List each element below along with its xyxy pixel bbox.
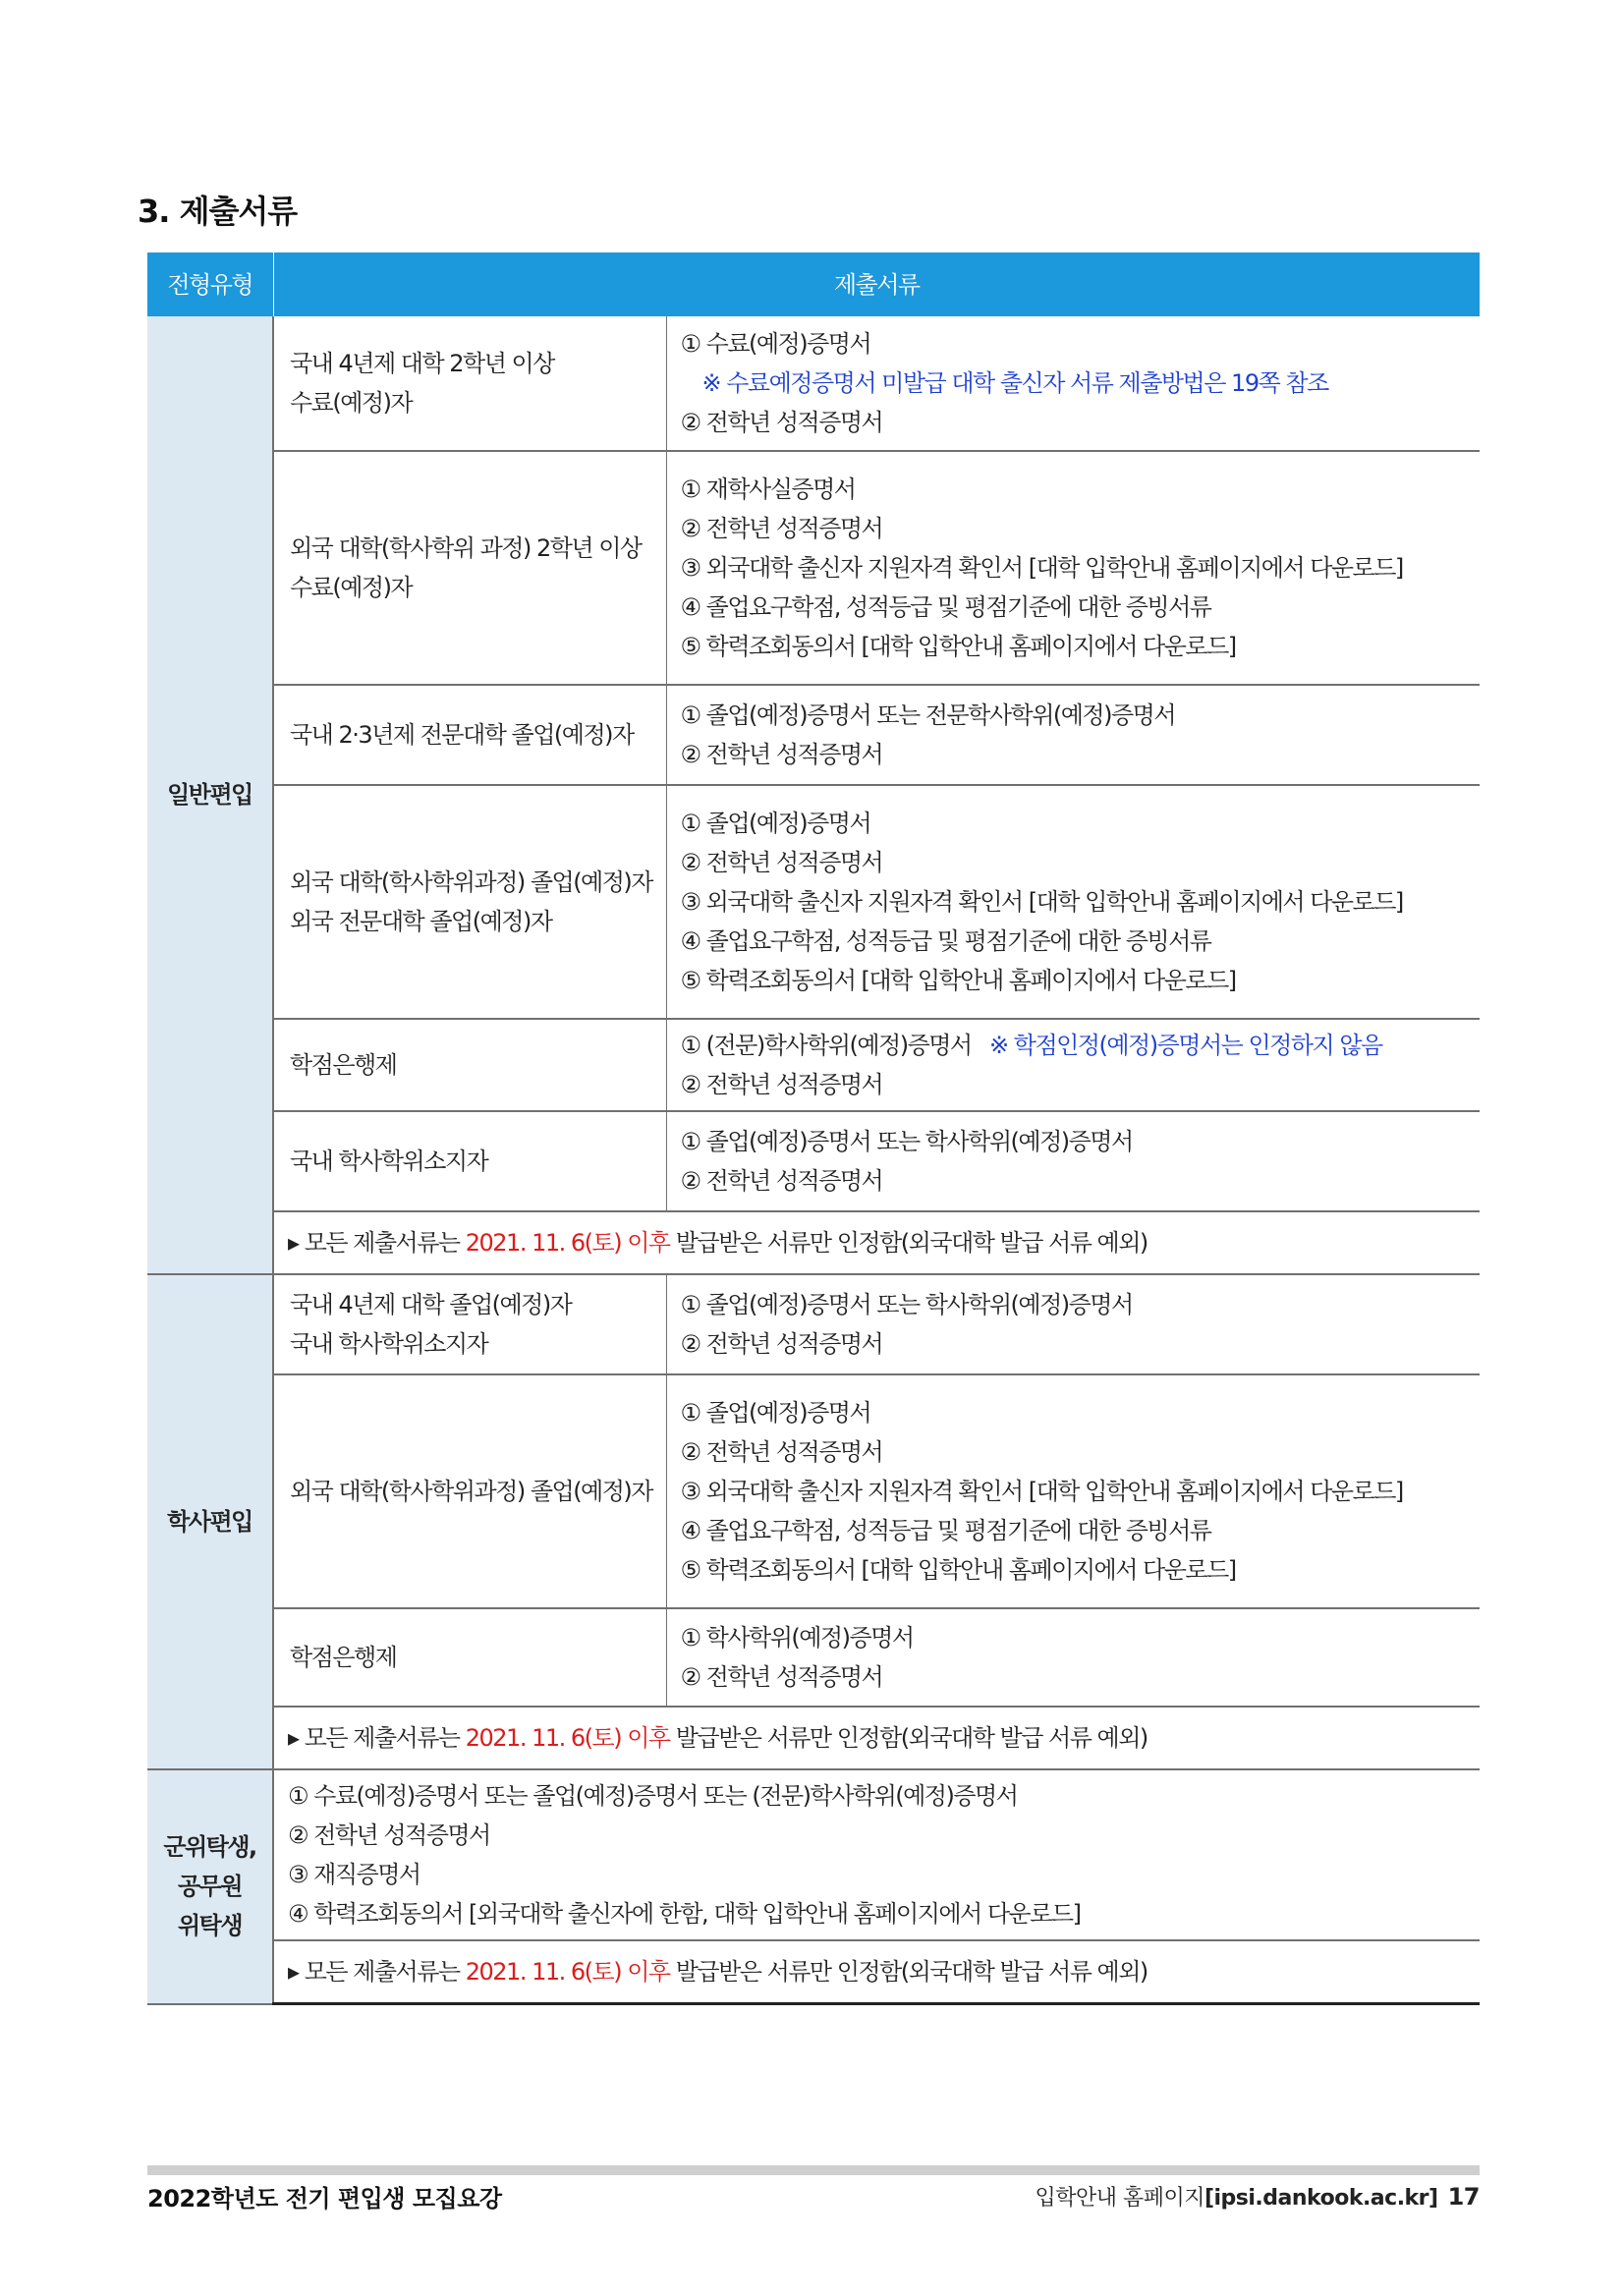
table-row [147, 316, 1480, 451]
header-type: 전형유형 [147, 252, 273, 316]
qualification-cell: 학점은행제 [273, 1019, 666, 1111]
table-row [147, 1940, 1480, 2004]
issue-date-note: ▸ 모든 제출서류는 2021. 11. 6(토) 이후 발급받은 서류만 인정함(외국대학 발급 서류 예외) [273, 1707, 1480, 1769]
qualification-cell: 학점은행제 [273, 1608, 666, 1707]
qualification-cell: 외국 대학(학사학위과정) 졸업(예정)자 외국 전문대학 졸업(예정)자 [273, 785, 666, 1019]
table-row [147, 1374, 1480, 1608]
documents-cell: ① 재학사실증명서 ② 전학년 성적증명서 ③ 외국대학 출신자 지원자격 확인서 [대학 입학안내 홈페이지에서 다운로드] ④ 졸업요구학점, 성적등급 및 평점기준에 대한 증빙서류 ⑤ 학력조회동의서 [대학 입학안내 홈페이지에서 다운로드] [666, 451, 1480, 685]
type-commissioned-students: 군위탁생, 공무원 위탁생 [147, 1769, 273, 2004]
header-documents: 제출서류 [273, 252, 1480, 316]
documents-cell: ① (전문)학사학위(예정)증명서 ※ 학점인정(예정)증명서는 인정하지 않음 ② 전학년 성적증명서 [666, 1019, 1480, 1111]
type-bachelor-transfer: 학사편입 [147, 1274, 273, 1769]
documents-cell: ① 졸업(예정)증명서 또는 전문학사학위(예정)증명서 ② 전학년 성적증명서 [666, 685, 1480, 785]
footer-homepage-label: 입학안내 홈페이지 [1035, 2186, 1204, 2211]
documents-cell: ① 학사학위(예정)증명서 ② 전학년 성적증명서 [666, 1608, 1480, 1707]
issue-date-note: ▸ 모든 제출서류는 2021. 11. 6(토) 이후 발급받은 서류만 인정함(외국대학 발급 서류 예외) [273, 1211, 1480, 1274]
footer-document-title: 2022학년도 전기 편입생 모집요강 [147, 2185, 502, 2212]
qualification-cell: 국내 2·3년제 전문대학 졸업(예정)자 [273, 685, 666, 785]
section-title: 3. 제출서류 [138, 193, 298, 230]
note-text: ※ 학점인정(예정)증명서는 인정하지 않음 [989, 1032, 1382, 1059]
documents-cell: ① 졸업(예정)증명서 ② 전학년 성적증명서 ③ 외국대학 출신자 지원자격 확인서 [대학 입학안내 홈페이지에서 다운로드] ④ 졸업요구학점, 성적등급 및 평점기준에 대한 증빙서류 ⑤ 학력조회동의서 [대학 입학안내 홈페이지에서 다운로드] [666, 785, 1480, 1019]
qualification-cell: 국내 4년제 대학 졸업(예정)자 국내 학사학위소지자 [273, 1274, 666, 1374]
documents-cell: ① 졸업(예정)증명서 또는 학사학위(예정)증명서 ② 전학년 성적증명서 [666, 1111, 1480, 1211]
table-row [147, 1111, 1480, 1211]
documents-table [147, 252, 1480, 2005]
documents-cell: ① 수료(예정)증명서 ※ 수료예정증명서 미발급 대학 출신자 서류 제출방법은 19쪽 참조 ② 전학년 성적증명서 [666, 316, 1480, 451]
type-general-transfer: 일반편입 [147, 316, 273, 1274]
qualification-cell: 외국 대학(학사학위 과정) 2학년 이상 수료(예정)자 [273, 451, 666, 685]
issue-date-note: ▸ 모든 제출서류는 2021. 11. 6(토) 이후 발급받은 서류만 인정함(외국대학 발급 서류 예외) [273, 1940, 1480, 2004]
table-row [147, 1707, 1480, 1769]
table-row [147, 685, 1480, 785]
qualification-cell: 국내 4년제 대학 2학년 이상 수료(예정)자 [273, 316, 666, 451]
documents-cell: ① 수료(예정)증명서 또는 졸업(예정)증명서 또는 (전문)학사학위(예정)증명서 ② 전학년 성적증명서 ③ 재직증명서 ④ 학력조회동의서 [외국대학 출신자에 한함, 대학 입학안내 홈페이지에서 다운로드] [273, 1769, 1480, 1940]
table-row [147, 1211, 1480, 1274]
note-text: ※ 수료예정증명서 미발급 대학 출신자 서류 제출방법은 19쪽 참조 [701, 369, 1328, 397]
table-header-row [147, 252, 1480, 316]
table-row [147, 1019, 1480, 1111]
footer-divider [147, 2165, 1480, 2175]
page-number: 17 [1447, 2183, 1480, 2211]
table-row [147, 1274, 1480, 1374]
documents-cell: ① 졸업(예정)증명서 또는 학사학위(예정)증명서 ② 전학년 성적증명서 [666, 1274, 1480, 1374]
footer-homepage-url[interactable]: [ipsi.dankook.ac.kr] [1204, 2186, 1438, 2211]
table-row [147, 1608, 1480, 1707]
table-row [147, 785, 1480, 1019]
documents-cell: ① 졸업(예정)증명서 ② 전학년 성적증명서 ③ 외국대학 출신자 지원자격 확인서 [대학 입학안내 홈페이지에서 다운로드] ④ 졸업요구학점, 성적등급 및 평점기준에 대한 증빙서류 ⑤ 학력조회동의서 [대학 입학안내 홈페이지에서 다운로드] [666, 1374, 1480, 1608]
footer-homepage [1035, 2181, 1480, 2212]
table-row [147, 1769, 1480, 1940]
qualification-cell: 외국 대학(학사학위과정) 졸업(예정)자 [273, 1374, 666, 1608]
table-row [147, 451, 1480, 685]
qualification-cell: 국내 학사학위소지자 [273, 1111, 666, 1211]
